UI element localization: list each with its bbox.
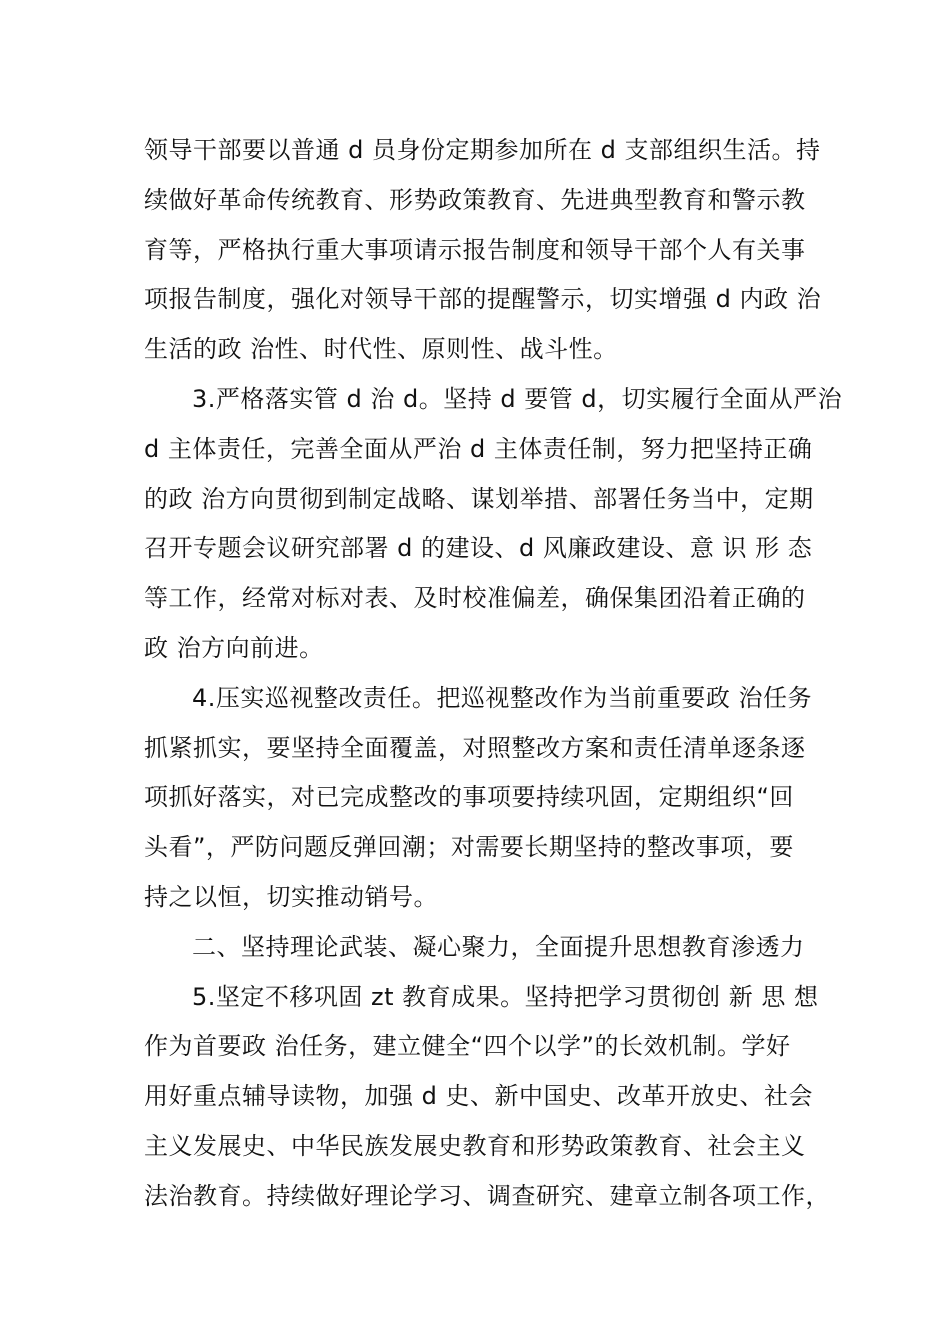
text-line: 作为首要政 治任务，建立健全“四个以学”的长效机制。学好 (144, 1032, 791, 1061)
text-line: 头看”，严防问题反弹回潮；对需要长期坚持的整改事项，要 (144, 833, 794, 862)
text-line: 项报告制度，强化对领导干部的提醒警示，切实增强 d 内政 治 (144, 285, 822, 314)
text-line: 续做好革命传统教育、形势政策教育、先进典型教育和警示教 (144, 185, 806, 214)
text-line: 用好重点辅导读物，加强 d 史、新中国史、改革开放史、社会 (144, 1082, 813, 1111)
section-heading-2: 二、坚持理论武装、凝心聚力，全面提升思想教育渗透力 (192, 932, 805, 961)
text-line: 项抓好落实，对已完成整改的事项要持续巩固，定期组织“回 (144, 783, 794, 812)
text-line: 育等，严格执行重大事项请示报告制度和领导干部个人有关事 (144, 235, 806, 264)
text-line: 持之以恒，切实推动销号。 (144, 882, 438, 911)
text-line: 法治教育。持续做好理论学习、调查研究、建章立制各项工作， (144, 1181, 830, 1210)
text-line: 生活的政 治性、时代性、原则性、战斗性。 (144, 335, 618, 364)
document-body (144, 126, 843, 1222)
text-line: 领导干部要以普通 d 员身份定期参加所在 d 支部组织生活。持 (144, 136, 821, 164)
text-line: 等工作，经常对标对表、及时校准偏差，确保集团沿着正确的 (144, 584, 806, 613)
text-line: 主义发展史、中华民族发展史教育和形势政策教育、社会主义 (144, 1131, 806, 1160)
text-line: 政 治方向前进。 (144, 633, 324, 662)
paragraph-heading-3: 3.严格落实管 d 治 d。坚持 d 要管 d，切实履行全面从严治 (192, 384, 843, 413)
paragraph-heading-4: 4.压实巡视整改责任。把巡视整改作为当前重要政 治任务 (192, 683, 813, 712)
paragraph-heading-5: 5.坚定不移巩固 zt 教育成果。坚持把学习贯彻创 新 思 想 (192, 982, 819, 1011)
text-line: d 主体责任，完善全面从严治 d 主体责任制，努力把坚持正确 (144, 434, 813, 463)
text-line: 召开专题会议研究部署 d 的建设、d 风廉政建设、意 识 形 态 (144, 534, 813, 563)
text-line: 抓紧抓实，要坚持全面覆盖，对照整改方案和责任清单逐条逐 (144, 733, 806, 762)
text-line: 的政 治方向贯彻到制定战略、谋划举措、部署任务当中，定期 (144, 484, 814, 513)
